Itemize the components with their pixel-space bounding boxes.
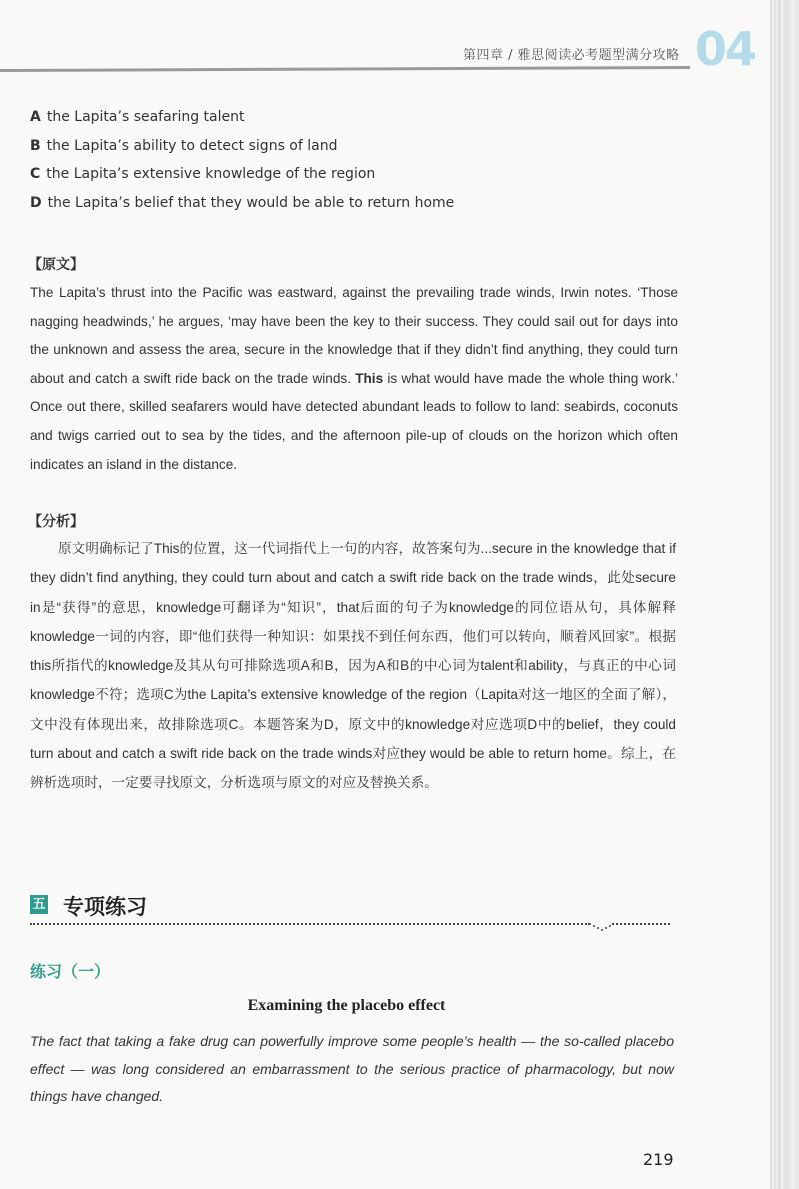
- option-text: the Lapita’s seafaring talent: [46, 109, 245, 125]
- option-letter: D: [30, 195, 42, 211]
- section-number-badge: 五: [30, 895, 48, 914]
- analysis-text: 原文明确标记了This的位置，这一代词指代上一句的内容，故答案句为...secure in the knowledge that if they didn’t find anything, they could turn about and catch a swift ride back on the trade winds，此处secure in是“获得”的意思，knowledge可翻译为“知识”，that后面的句子为knowledge的同位语从句，具体解释knowledge一词的内容，即“他们获得一种知识：如果找不到任何东西，他们可以转向，顺着风回家”。根据this所指代的knowledge及其从句可排除选项A和B，因为A和B的中心词为talent和ability，与真正的中心词knowledge不符；选项C为the Lapita’s extensive knowledge of the region（Lapita对这一地区的全面了解），文中没有体现出来，故排除选项C。本题答案为D，原文中的knowledge对应选项D中的belief，they could turn about and catch a swift ride back on the trade winds对应they would be able to return home。综上，在辨析选项时，一定要寻找原文，分析选项与原文的对应及替换关系。: [30, 541, 676, 791]
- page-stack-edge: [770, 0, 799, 1189]
- option-letter: B: [30, 138, 41, 154]
- option-text: the Lapita’s belief that they would be able to return home: [47, 195, 455, 211]
- option-letter: C: [30, 166, 41, 182]
- article-title: Examining the placebo effect: [247, 997, 446, 1014]
- dotted-divider-right: [612, 923, 670, 925]
- analysis-label: 【分析】: [28, 514, 84, 530]
- running-header: 第四章 / 雅思阅读必考题型满分攻略: [463, 48, 680, 63]
- section-title: 专项练习: [63, 895, 147, 919]
- option-c: [30, 166, 375, 182]
- passage-text-before: The Lapita’s thrust into the Pacific was eastward, against the prevailing trade winds, Irwin notes. ‘Those nagging headwinds,’ he argues, ‘may have been the key to their success. They could sail out for days into the unknown and assess the area, secure in the knowledge that if they didn’t find anything, they could turn about and catch a swift ride back on the trade winds.: [30, 285, 678, 386]
- passage-bold-word: This: [355, 370, 384, 386]
- option-a: [30, 109, 244, 125]
- practice-label: 练习（一）: [30, 962, 111, 981]
- page-number: 219: [643, 1150, 674, 1169]
- option-b: [30, 138, 337, 154]
- article-intro: The fact that taking a fake drug can powerfully improve some people’s health — the so-called placebo effect — was long considered an embarrassment to the serious practice of pharmacology, but now things have changed.: [30, 1033, 674, 1104]
- option-text: the Lapita’s extensive knowledge of the region: [46, 166, 376, 182]
- dotted-divider: [30, 923, 590, 925]
- original-passage: [30, 279, 678, 479]
- option-text: the Lapita’s ability to detect signs of land: [46, 138, 338, 154]
- option-d: [30, 195, 454, 211]
- chapter-number: 04: [695, 22, 756, 76]
- header-rule: [0, 66, 690, 72]
- divider-notch: [588, 918, 614, 934]
- passage-text-after: is what would have made the whole thing work.’ Once out there, skilled seafarers would have detected abundant leads to follow to land: seabirds, coconuts and twigs carried out to sea by the tides, and the afternoon pile-up of clouds on the horizon which often indicates an island in the distance.: [30, 370, 678, 472]
- option-letter: A: [30, 109, 41, 125]
- original-label: 【原文】: [28, 257, 84, 273]
